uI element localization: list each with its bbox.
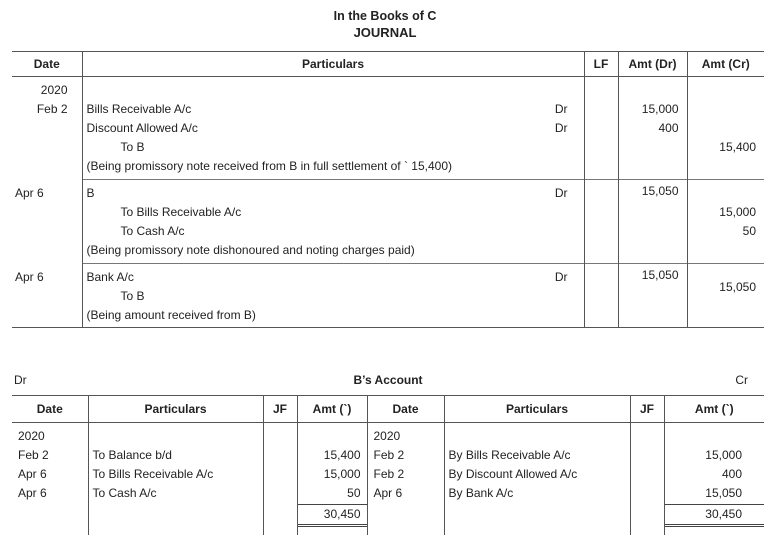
journal-header-particulars: Particulars: [82, 52, 584, 77]
ledger-cr-label: Cr: [735, 373, 748, 387]
journal-dr-amount: 15,050: [641, 268, 679, 282]
ledger-header-jf: JF: [630, 396, 664, 423]
ledger-date: Feb 2: [373, 448, 405, 462]
journal-cr-amount: 50: [742, 224, 756, 238]
journal-debit-account: Bills Receivable A/c: [86, 102, 192, 116]
ledger-header-particulars: Particulars: [88, 396, 263, 423]
journal-header-row: [12, 52, 764, 77]
journal-narration: (Being promissory note received from B in full settlement of ` 15,400): [86, 159, 452, 173]
ledger-table: [12, 395, 764, 535]
ledger-body: [12, 423, 764, 536]
ledger-particulars: By Discount Allowed A/c: [448, 467, 578, 481]
ledger-debit-total: 30,450: [298, 504, 367, 527]
ledger-header-amt: Amt (`): [297, 396, 367, 423]
ledger-particulars: By Bank A/c: [448, 486, 514, 500]
journal-header-date: Date: [12, 52, 82, 77]
ledger-header-jf: JF: [263, 396, 297, 423]
ledger-particulars: To Balance b/d: [92, 448, 172, 462]
ledger-header-amt: Amt (`): [664, 396, 764, 423]
ledger-date: Feb 2: [18, 448, 49, 462]
ledger-year: 2020: [373, 429, 401, 443]
ledger-date: Apr 6: [18, 467, 47, 481]
journal-year: 2020: [40, 83, 68, 97]
journal-date: Apr 6: [15, 269, 44, 284]
ledger-year: 2020: [18, 429, 45, 443]
ledger-particulars: To Cash A/c: [92, 486, 157, 500]
journal-entry: [12, 264, 764, 328]
ledger-header-date: Date: [12, 396, 88, 423]
journal-narration: (Being promissory note dishonoured and noting charges paid): [86, 243, 415, 257]
ledger-title: B’s Account: [353, 373, 423, 387]
journal-debit-account: Discount Allowed A/c: [86, 121, 198, 135]
journal-credit-account: To Bills Receivable A/c: [120, 205, 242, 219]
journal-cr-amount: 15,400: [719, 140, 756, 154]
ledger-date: Apr 6: [373, 486, 403, 500]
journal-debit-account: Bank A/c: [86, 270, 134, 284]
journal-credit-account: To Cash A/c: [120, 224, 185, 238]
journal-date: Feb 2: [36, 102, 68, 116]
ledger-amount: 15,050: [705, 486, 742, 500]
journal-date: Apr 6: [15, 185, 44, 200]
journal-dr-marker: Dr: [554, 121, 568, 135]
journal-debit-account: B: [86, 186, 95, 200]
ledger-date: Feb 2: [373, 467, 405, 481]
ledger-date: Apr 6: [18, 486, 47, 500]
journal-header-amt-cr: Amt (Cr): [687, 52, 764, 77]
journal-entry: [12, 180, 764, 264]
journal-header-lf: LF: [584, 52, 618, 77]
ledger-particulars: By Bills Receivable A/c: [448, 448, 571, 462]
journal-dr-amount: 15,050: [641, 184, 679, 198]
journal-entry: [12, 77, 764, 180]
journal-dr-marker: Dr: [554, 186, 568, 200]
journal-book-title: In the Books of C: [333, 9, 437, 23]
ledger-header-date: Date: [367, 396, 444, 423]
journal-credit-account: To B: [120, 140, 145, 154]
ledger-header-particulars: Particulars: [444, 396, 630, 423]
journal-header-amt-dr: Amt (Dr): [618, 52, 687, 77]
journal-credit-account: To B: [120, 289, 145, 303]
journal-dr-amount: 400: [658, 121, 679, 135]
journal-cr-amount: 15,000: [719, 205, 756, 219]
ledger-amount: 50: [347, 486, 361, 500]
ledger-amount: 15,000: [323, 467, 361, 481]
ledger-amount: 400: [721, 467, 742, 481]
ledger-amount: 15,000: [705, 448, 742, 462]
ledger-credit-total: 30,450: [665, 504, 765, 527]
journal-dr-marker: Dr: [554, 270, 568, 284]
journal-table: [12, 51, 764, 328]
journal-cr-amount: 15,050: [719, 280, 756, 294]
journal-title: JOURNAL: [353, 25, 417, 40]
ledger-dr-label: Dr: [14, 373, 27, 387]
journal-dr-marker: Dr: [554, 102, 568, 116]
ledger-header-row: [12, 396, 764, 423]
ledger-amount: 15,400: [323, 448, 361, 462]
ledger-particulars: To Bills Receivable A/c: [92, 467, 214, 481]
journal-dr-amount: 15,000: [641, 102, 679, 116]
journal-narration: (Being amount received from B): [86, 308, 256, 322]
